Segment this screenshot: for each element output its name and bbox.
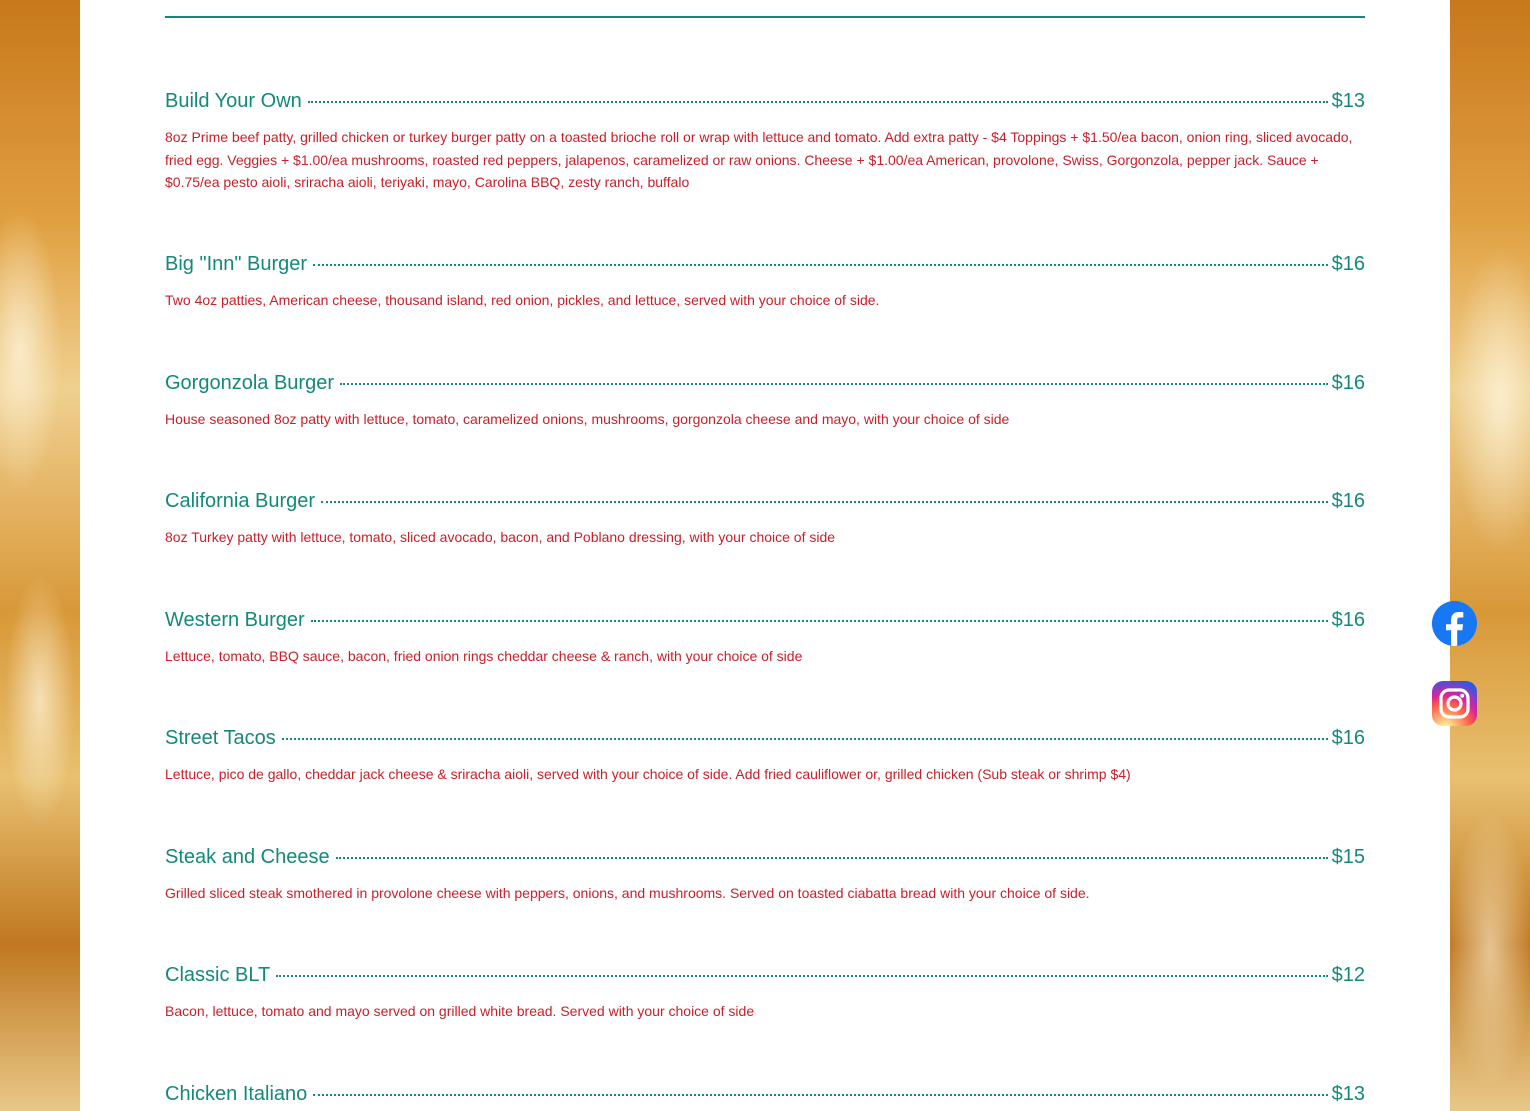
menu-item-western-burger xyxy=(165,609,1365,668)
item-name: Gorgonzola Burger xyxy=(165,372,334,394)
menu-item-build-your-own xyxy=(165,90,1365,194)
dot-leader xyxy=(321,501,1328,503)
dot-leader xyxy=(336,857,1328,859)
dot-leader xyxy=(313,264,1328,266)
dot-leader xyxy=(308,101,1328,103)
dot-leader xyxy=(313,1094,1327,1096)
item-description: 8oz Turkey patty with lettuce, tomato, sliced avocado, bacon, and Poblano dressing, with your choice of side xyxy=(165,529,836,545)
item-description: Lettuce, tomato, BBQ sauce, bacon, fried onion rings cheddar cheese & ranch, with your choice of side xyxy=(165,648,803,664)
item-name: Build Your Own xyxy=(165,90,302,112)
item-description: Lettuce, pico de gallo, cheddar jack cheese & sriracha aioli, served with your choice of side. Add fried cauliflower or, grilled chicken (Sub steak or shrimp $4) xyxy=(165,766,1131,782)
item-price: $16 xyxy=(1331,490,1365,512)
item-description: Two 4oz patties, American cheese, thousand island, red onion, pickles, and lettuce, served with your choice of side. xyxy=(165,292,880,308)
menu-item-gorgonzola-burger xyxy=(165,372,1365,431)
item-description: 8oz Prime beef patty, grilled chicken or turkey burger patty on a toasted brioche roll or wrap with lettuce and tomato. Add extra patty - $4 Toppings + $1.50/ea bacon, onion ring, sliced avocado, fried egg. Veggies + $1.00/ea mushrooms, roasted red peppers, jalapenos, caramelized or raw onions. Cheese + $1.00/ea American, provolone, Swiss, Gorgonzola, pepper jack. Sauce + $0.75/ea pesto aioli, sriracha aioli, teriyaki, mayo, Carolina BBQ, zesty ranch, buffalo xyxy=(165,129,1353,190)
item-price: $13 xyxy=(1331,90,1365,112)
item-name: Big "Inn" Burger xyxy=(165,253,308,275)
facebook-icon[interactable] xyxy=(1432,601,1477,646)
item-name: Western Burger xyxy=(165,609,305,631)
item-price: $16 xyxy=(1331,253,1365,275)
menu-item-classic-blt xyxy=(165,964,1365,1023)
instagram-icon[interactable] xyxy=(1432,681,1477,726)
menu-panel xyxy=(80,0,1450,1111)
section-divider xyxy=(165,16,1365,18)
item-price: $15 xyxy=(1331,846,1365,868)
item-description: Bacon, lettuce, tomato and mayo served on grilled white bread. Served with your choice of side xyxy=(165,1003,755,1019)
menu-item-california-burger xyxy=(165,490,1365,549)
menu-item-big-inn-burger xyxy=(165,253,1365,312)
menu-item-chicken-italiano xyxy=(165,1083,1365,1111)
menu-item-steak-and-cheese xyxy=(165,846,1365,905)
item-name: Steak and Cheese xyxy=(165,846,330,868)
item-name: California Burger xyxy=(165,490,316,512)
item-name: Street Tacos xyxy=(165,727,276,749)
item-price: $16 xyxy=(1331,372,1365,394)
dot-leader xyxy=(340,383,1328,385)
dot-leader xyxy=(311,620,1328,622)
item-description: House seasoned 8oz patty with lettuce, tomato, caramelized onions, mushrooms, gorgonzola cheese and mayo, with your choice of side xyxy=(165,411,1010,427)
item-name: Classic BLT xyxy=(165,964,271,986)
dot-leader xyxy=(276,975,1327,977)
item-name: Chicken Italiano xyxy=(165,1083,308,1105)
item-description: Grilled sliced steak smothered in provolone cheese with peppers, onions, and mushrooms. Served on toasted ciabatta bread with your choice of side. xyxy=(165,885,1090,901)
item-price: $13 xyxy=(1331,1083,1365,1105)
item-price: $16 xyxy=(1331,727,1365,749)
item-price: $16 xyxy=(1331,609,1365,631)
item-price: $12 xyxy=(1331,964,1365,986)
menu-item-street-tacos xyxy=(165,727,1365,786)
dot-leader xyxy=(282,738,1328,740)
